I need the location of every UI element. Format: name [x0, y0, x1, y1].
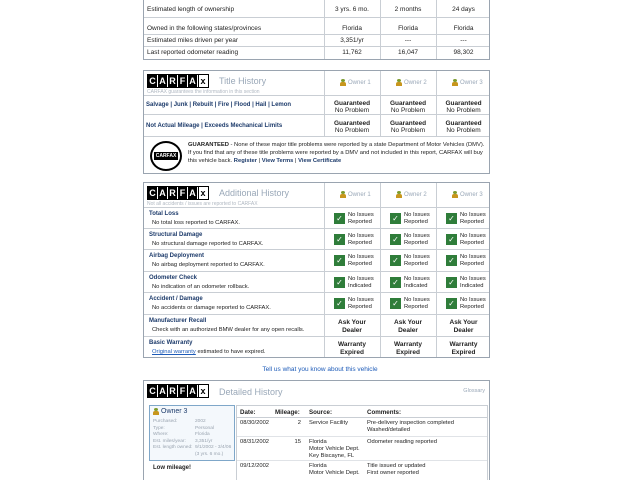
status-guaranteed: Guaranteed [389, 100, 427, 107]
recall-status: Ask Your Dealer [338, 319, 366, 334]
check-label: Total Loss [149, 211, 179, 217]
check-icon: ✓ [334, 298, 345, 309]
check-icon: ✓ [334, 234, 345, 245]
owner-icon [340, 191, 346, 198]
check-icon: ✓ [446, 277, 457, 288]
status-text: No Problem [334, 127, 370, 134]
owner-info-row: Est. length owned: 9/1/2002 - 3/4/06 [153, 445, 232, 450]
check-icon: ✓ [390, 255, 401, 266]
check-desc: No accidents or damage reported to CARFAX. [152, 305, 271, 312]
ownership-summary [143, 0, 490, 60]
check-icon: ✓ [334, 213, 345, 224]
summary-value: --- [460, 37, 467, 44]
status-text: No Issues Reported [348, 297, 374, 311]
status-text: No Issues Indicated [460, 275, 486, 289]
owner-info-row: Purchased: 2002 [153, 419, 206, 424]
check-label: Accident / Damage [149, 296, 203, 303]
record-date: 08/31/2002 [240, 439, 270, 445]
check-icon: ✓ [446, 255, 457, 266]
recall-status: Ask Your Dealer [394, 319, 422, 334]
summary-value: 3 yrs. 6 mo. [335, 6, 369, 13]
col-source-header: Source: [309, 409, 333, 416]
owner-3-header: Owner 3 [452, 191, 483, 198]
owner-icon [153, 408, 159, 415]
view-terms-link[interactable]: View Terms [261, 158, 294, 164]
owner-icon [396, 191, 402, 198]
summary-value: 24 days [452, 6, 475, 13]
record-date: 09/12/2002 [240, 463, 270, 469]
tell-us-link[interactable]: Tell us what you know about this vehicle [262, 366, 378, 373]
check-icon: ✓ [390, 277, 401, 288]
owner-icon [452, 79, 458, 86]
owner-1-header: Owner 1 [340, 191, 371, 198]
owner-info-row: Where: Florida [153, 432, 210, 437]
additional-history-row [144, 272, 489, 294]
status-text: No Problem [446, 127, 481, 134]
check-label: Structural Damage [149, 231, 203, 238]
summary-value: 16,047 [398, 49, 418, 56]
recall-desc: Check with an authorized BMW dealer for any open recalls. [152, 327, 305, 333]
record-source: Florida Motor Vehicle Dept. [309, 463, 360, 476]
check-icon: ✓ [334, 255, 345, 266]
status-text: No Issues Reported [404, 212, 430, 225]
original-warranty-link[interactable]: Original warranty [152, 349, 196, 355]
check-icon: ✓ [390, 213, 401, 224]
carfax-logo: C A R F A x [147, 384, 209, 398]
status-text: No Problem [390, 107, 426, 114]
owner-icon [340, 79, 346, 86]
owner-1-header: Owner 1 [340, 79, 371, 86]
status-text: No Issues Reported [460, 212, 486, 225]
col-comments-header: Comments: [367, 409, 402, 416]
status-guaranteed: Guaranteed [333, 120, 371, 127]
check-desc: No indication of an odometer rollback. [152, 283, 250, 290]
check-desc: No structural damage reported to CARFAX. [152, 240, 264, 247]
owner-3-header: Owner 3 [452, 79, 483, 86]
carfax-logo: C A R F A x [147, 74, 209, 88]
low-mileage-badge: Low mileage! [153, 465, 192, 471]
check-desc: No airbag deployment reported to CARFAX. [152, 262, 265, 269]
summary-value: 3,351/yr [340, 37, 364, 44]
buyback-guarantee-seal: CARFAX [150, 141, 182, 171]
additional-history-row [144, 207, 489, 229]
summary-label: Estimated length of ownership [147, 6, 235, 13]
owner-info-row: Type: Personal [153, 425, 214, 431]
summary-value: 98,302 [453, 49, 474, 56]
status-guaranteed: Guaranteed [445, 120, 482, 127]
owner-info-row: (3 yrs. 6 mo.) [195, 451, 224, 457]
warranty-status: Warranty Expired [449, 341, 478, 356]
carfax-logo: C A R F A x [147, 186, 209, 200]
status-text: No Issues Reported [460, 232, 486, 246]
section-subtitle: Not all accidents / issues are reported to CARFAX [147, 201, 258, 207]
record-mileage: 2 [297, 420, 301, 426]
summary-value: 11,762 [342, 49, 362, 56]
owner-info-row: Est. miles/year: 3,351/yr [153, 438, 213, 444]
title-history-section [143, 70, 490, 174]
owner-3-label: Owner 3 [153, 408, 187, 415]
record-source: Service Facility [309, 420, 348, 426]
owner-icon [396, 79, 402, 86]
record-comments: Odometer reading reported [367, 439, 437, 445]
check-icon: ✓ [446, 213, 457, 224]
glossary-link[interactable]: Glossary [463, 388, 485, 394]
guarantee-text: GUARANTEED - None of these major title problems were reported by a state Department of Motor Vehicles (DMV). If you find that any of these title problems were reported by a DMV and not included in this report, CARFAX will buy this vehicle back. Register | View Terms | View Certificate [188, 142, 485, 164]
summary-value: 2 months [394, 6, 422, 13]
check-icon: ✓ [390, 234, 401, 245]
status-text: No Issues Reported [404, 232, 430, 246]
warranty-label: Basic Warranty [149, 340, 193, 346]
status-text: No Issues Reported [460, 297, 486, 311]
section-title: Title History [219, 76, 267, 86]
title-check-label: Salvage | Junk | Rebuilt | Fire | Flood | Hail | Lemon [146, 102, 292, 108]
owner-2-header: Owner 2 [396, 191, 427, 198]
additional-history-section [143, 182, 490, 358]
warranty-status: Warranty Expired [338, 341, 366, 356]
additional-history-row [144, 293, 489, 315]
summary-label: Estimated miles driven per year [147, 37, 239, 44]
summary-value: Florida [398, 25, 418, 32]
status-guaranteed: Guaranteed [333, 100, 371, 107]
additional-history-row [144, 229, 489, 251]
status-text: No Issues Reported [348, 212, 374, 225]
summary-value: Florida [342, 25, 362, 32]
status-text: No Problem [334, 107, 370, 114]
warranty-status: Warranty Expired [394, 341, 422, 356]
recall-label: Manufacturer Recall [149, 318, 207, 324]
status-text: No Problem [446, 107, 481, 114]
additional-history-row [144, 250, 489, 272]
status-text: No Issues Reported [348, 232, 374, 246]
status-text: No Issues Indicated [404, 275, 430, 289]
status-text: No Issues Reported [404, 254, 430, 268]
check-icon: ✓ [334, 277, 345, 288]
record-source: Florida Motor Vehicle Dept. Key Biscayne, FL [309, 439, 360, 459]
record-date: 08/30/2002 [240, 420, 270, 426]
status-text: No Issues Reported [460, 254, 486, 268]
warranty-desc: Original warranty estimated to have expired. [152, 349, 266, 355]
summary-label: Last reported odometer reading [147, 49, 239, 56]
owner-info-panel [149, 405, 235, 461]
owner-icon [452, 191, 458, 198]
view-certificate-link[interactable]: View Certificate [298, 158, 342, 164]
check-label: Odometer Check [149, 274, 198, 281]
register-link[interactable]: Register [233, 158, 257, 164]
col-mileage-header: Mileage: [275, 409, 300, 416]
section-title: Additional History [219, 188, 290, 198]
check-icon: ✓ [390, 298, 401, 309]
title-check-label: Not Actual Mileage | Exceeds Mechanical Limits [146, 123, 283, 129]
section-subtitle: CARFAX guarantees the information in this section [147, 89, 260, 95]
status-text: No Issues Indicated [348, 275, 374, 289]
detailed-history-table [236, 405, 488, 480]
check-icon: ✓ [446, 298, 457, 309]
detailed-history-section [143, 380, 490, 480]
record-comments: Title issued or updated First owner reported [367, 463, 426, 476]
summary-value: --- [404, 37, 412, 44]
status-text: No Issues Reported [348, 254, 374, 268]
section-title: Detailed History [219, 387, 283, 397]
owner-2-header: Owner 2 [396, 79, 427, 86]
recall-status: Ask Your Dealer [449, 319, 478, 334]
status-text: No Problem [390, 127, 426, 134]
status-guaranteed: Guaranteed [389, 120, 427, 127]
status-guaranteed: Guaranteed [445, 100, 482, 107]
check-icon: ✓ [446, 234, 457, 245]
check-label: Airbag Deployment [149, 253, 205, 260]
record-comments: Pre-delivery inspection completed Washed/detailed [367, 420, 454, 433]
summary-value: Florida [453, 25, 474, 32]
col-date-header: Date: [240, 409, 256, 416]
status-text: No Issues Reported [404, 297, 430, 311]
record-mileage: 15 [294, 439, 301, 445]
summary-label: Owned in the following states/provinces [147, 25, 262, 32]
check-desc: No total loss reported to CARFAX. [152, 220, 240, 226]
